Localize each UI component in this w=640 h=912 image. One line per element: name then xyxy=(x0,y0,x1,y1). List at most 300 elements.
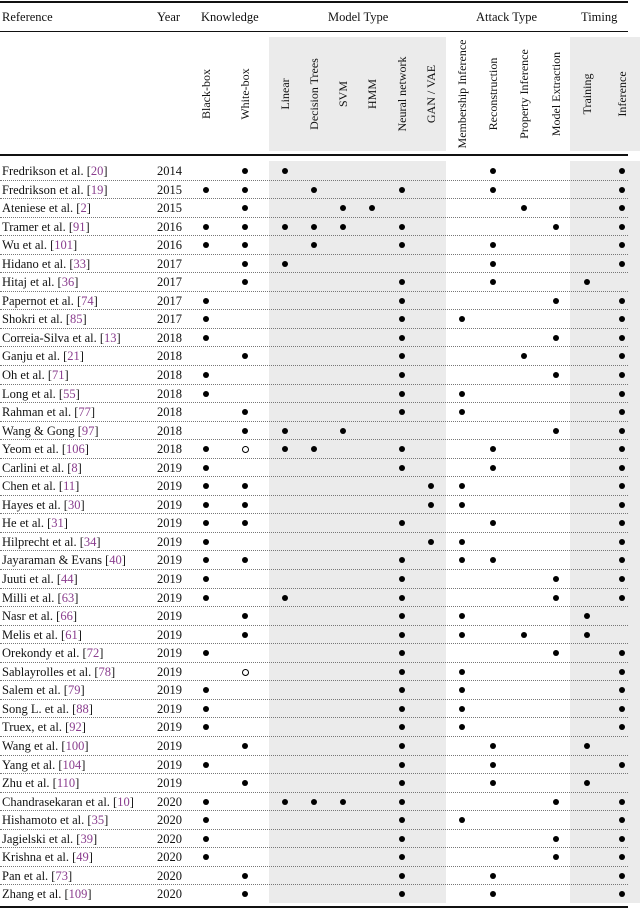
reference-cell xyxy=(2,794,134,810)
citation-link[interactable]: 78 xyxy=(98,664,111,679)
citation-link[interactable]: 63 xyxy=(61,590,75,605)
filled-circle-icon xyxy=(399,557,405,563)
filled-circle-icon xyxy=(553,595,559,601)
filled-circle-icon xyxy=(399,854,405,860)
group-header-reference: Reference xyxy=(2,10,53,24)
citation-bracket: ] xyxy=(77,627,82,642)
filled-circle-icon xyxy=(619,539,625,545)
author-text: Chen et al. [ xyxy=(2,479,64,494)
filled-circle-icon xyxy=(619,242,625,248)
author-text: Hidano et al. [ xyxy=(2,256,74,271)
table-row xyxy=(0,218,640,237)
filled-circle-icon xyxy=(399,316,405,322)
filled-circle-icon xyxy=(203,595,209,601)
table-row xyxy=(0,459,640,478)
filled-circle-icon xyxy=(399,780,405,786)
filled-circle-icon xyxy=(242,632,248,638)
citation-link[interactable]: 55 xyxy=(63,386,76,401)
column-header-label: Reconstruction xyxy=(486,57,500,131)
filled-circle-icon xyxy=(399,520,405,526)
filled-circle-icon xyxy=(203,465,209,471)
reference-cell xyxy=(2,664,115,680)
group-header-knowledge: Knowledge xyxy=(201,10,259,24)
filled-circle-icon xyxy=(242,613,248,619)
author-text: Hitaj et al. [ xyxy=(2,275,62,290)
year-cell: 2018 xyxy=(157,330,182,345)
citation-bracket: ] xyxy=(73,572,78,587)
year-cell: 2018 xyxy=(157,442,182,457)
citation-link[interactable]: 79 xyxy=(67,683,81,698)
citation-link[interactable]: 33 xyxy=(73,256,87,271)
column-header-label: Property Inference xyxy=(517,49,531,139)
group-header-year: Year xyxy=(157,10,181,24)
filled-circle-icon xyxy=(619,224,625,230)
filled-circle-icon xyxy=(399,817,405,823)
filled-circle-icon xyxy=(619,669,625,675)
author-text: Ateniese et al. [ xyxy=(2,201,81,216)
citation-bracket: ] xyxy=(93,293,98,308)
table-row xyxy=(0,366,640,385)
year-cell: 2020 xyxy=(157,794,182,809)
author-text: Salem et al. [ xyxy=(2,683,68,698)
citation-link[interactable]: 8 xyxy=(71,460,78,475)
filled-circle-icon xyxy=(399,836,405,842)
reference-cell xyxy=(2,868,72,884)
filled-circle-icon xyxy=(490,446,496,452)
author-text: Carlini et al. [ xyxy=(2,460,72,475)
filled-circle-icon xyxy=(203,539,209,545)
filled-circle-icon xyxy=(459,316,465,322)
table-row xyxy=(0,403,640,422)
citation-bracket: ] xyxy=(90,405,96,420)
citation-link[interactable]: 110 xyxy=(56,776,76,791)
column-header-reconstruction xyxy=(485,38,501,150)
reference-cell xyxy=(2,367,69,383)
citation-bracket: ] xyxy=(88,701,93,716)
citation-link[interactable]: 20 xyxy=(90,164,104,178)
citation-link[interactable]: 36 xyxy=(61,275,75,290)
year-cell: 2018 xyxy=(157,423,182,438)
table-row xyxy=(0,310,640,329)
author-text: Nasr et al. [ xyxy=(2,609,61,624)
filled-circle-icon xyxy=(242,279,248,285)
filled-circle-icon xyxy=(619,316,625,322)
citation-link[interactable]: 74 xyxy=(81,293,94,308)
reference-cell xyxy=(2,552,126,568)
column-header-label: Membership Inference xyxy=(455,39,469,149)
citation-link[interactable]: 35 xyxy=(91,813,105,828)
filled-circle-icon xyxy=(282,224,288,230)
year-cell: 2017 xyxy=(157,256,182,271)
column-header-inference xyxy=(614,38,630,150)
filled-circle-icon xyxy=(553,335,559,341)
column-header-gan-vae xyxy=(423,38,439,150)
citation-bracket: ] xyxy=(82,312,87,327)
citation-bracket: ] xyxy=(79,349,84,364)
filled-circle-icon xyxy=(521,353,527,359)
citation-link[interactable]: 72 xyxy=(86,646,100,661)
column-header-label: GAN / VAE xyxy=(424,64,438,124)
filled-circle-icon xyxy=(459,669,465,675)
filled-circle-icon xyxy=(490,873,496,879)
citation-link[interactable]: 85 xyxy=(70,312,83,327)
reference-cell xyxy=(2,515,68,531)
author-text: Yang et al. [ xyxy=(2,757,63,772)
filled-circle-icon xyxy=(619,335,625,341)
reference-cell xyxy=(2,404,95,420)
year-cell: 2019 xyxy=(157,683,182,698)
filled-circle-icon xyxy=(242,428,248,434)
author-text: Jagielski et al. [ xyxy=(2,831,81,846)
filled-circle-icon xyxy=(459,483,465,489)
author-text: Krishna et al. [ xyxy=(2,850,77,865)
column-header-property-inference xyxy=(516,38,532,150)
citation-link[interactable]: 71 xyxy=(51,368,65,383)
filled-circle-icon xyxy=(619,520,625,526)
header-bottom-rule xyxy=(0,154,628,156)
filled-circle-icon xyxy=(521,205,527,211)
filled-circle-icon xyxy=(282,261,288,267)
year-cell: 2019 xyxy=(157,590,182,605)
filled-circle-icon xyxy=(242,242,248,248)
filled-circle-icon xyxy=(428,483,434,489)
filled-circle-icon xyxy=(242,353,248,359)
filled-circle-icon xyxy=(619,706,625,712)
citation-bracket: ] xyxy=(129,794,134,809)
citation-bracket: ] xyxy=(84,442,89,457)
reference-cell xyxy=(2,348,84,364)
table-row xyxy=(0,551,640,570)
filled-circle-icon xyxy=(242,557,248,563)
table-row xyxy=(0,292,640,311)
filled-circle-icon xyxy=(203,224,209,230)
citation-link[interactable]: 101 xyxy=(54,238,74,253)
filled-circle-icon xyxy=(490,520,496,526)
filled-circle-icon xyxy=(459,502,465,508)
author-text: Sablayrolles et al. [ xyxy=(2,664,99,679)
citation-bracket: ] xyxy=(85,219,90,234)
author-text: Chandrasekaran et al. [ xyxy=(2,794,118,809)
filled-circle-icon xyxy=(490,168,496,174)
citation-link[interactable]: 19 xyxy=(90,182,104,197)
citation-bracket: ] xyxy=(80,683,85,698)
year-cell: 2018 xyxy=(157,386,182,401)
filled-circle-icon xyxy=(399,762,405,768)
reference-cell xyxy=(2,256,90,272)
citation-bracket: ] xyxy=(86,201,91,216)
filled-circle-icon xyxy=(490,242,496,248)
filled-circle-icon xyxy=(553,836,559,842)
filled-circle-icon xyxy=(282,446,288,452)
group-header-model-type: Model Type xyxy=(328,10,389,24)
author-text: Zhu et al. [ xyxy=(2,776,57,791)
reference-cell xyxy=(2,237,77,253)
filled-circle-icon xyxy=(619,187,625,193)
filled-circle-icon xyxy=(203,335,209,341)
author-text: Wu et al. [ xyxy=(2,238,55,253)
filled-circle-icon xyxy=(619,428,625,434)
citation-link[interactable]: 109 xyxy=(68,887,88,902)
column-header-black-box xyxy=(198,38,214,150)
filled-circle-icon xyxy=(619,409,625,415)
filled-circle-icon xyxy=(490,762,496,768)
year-cell: 2015 xyxy=(157,201,182,216)
table-row xyxy=(0,162,640,181)
column-header-label: Linear xyxy=(278,78,292,110)
citation-link[interactable]: 92 xyxy=(69,720,82,735)
citation-link[interactable]: 13 xyxy=(104,330,117,345)
reference-cell xyxy=(2,534,101,550)
citation-bracket: ] xyxy=(92,831,98,846)
bottom-rule xyxy=(0,906,628,908)
filled-circle-icon xyxy=(619,576,625,582)
filled-circle-icon xyxy=(399,669,405,675)
column-header-label: Model Extraction xyxy=(549,51,563,137)
citation-bracket: ] xyxy=(94,423,99,438)
table-row xyxy=(0,273,640,292)
filled-circle-icon xyxy=(203,372,209,378)
year-cell: 2019 xyxy=(157,497,182,512)
year-cell: 2020 xyxy=(157,887,182,902)
filled-circle-icon xyxy=(242,205,248,211)
filled-circle-icon xyxy=(242,780,248,786)
filled-circle-icon xyxy=(459,687,465,693)
filled-circle-icon xyxy=(399,891,405,897)
citation-bracket: ] xyxy=(75,776,80,791)
filled-circle-icon xyxy=(490,261,496,267)
reference-cell xyxy=(2,701,93,717)
year-cell: 2019 xyxy=(157,553,182,568)
filled-circle-icon xyxy=(311,446,317,452)
citation-link[interactable]: 31 xyxy=(51,516,64,531)
table-row xyxy=(0,514,640,533)
citation-bracket: ] xyxy=(64,368,69,383)
table-row xyxy=(0,811,640,830)
filled-circle-icon xyxy=(242,743,248,749)
table-row xyxy=(0,236,640,255)
filled-circle-icon xyxy=(203,391,209,397)
filled-circle-icon xyxy=(619,891,625,897)
citation-link[interactable]: 97 xyxy=(81,423,95,438)
author-text: Yeom et al. [ xyxy=(2,442,67,457)
citation-link[interactable]: 61 xyxy=(65,627,78,642)
reference-cell xyxy=(2,886,92,902)
filled-circle-icon xyxy=(242,873,248,879)
author-text: Melis et al. [ xyxy=(2,627,66,642)
citation-link[interactable]: 44 xyxy=(61,572,74,587)
column-header-label: Neural network xyxy=(395,56,409,132)
reference-cell xyxy=(2,831,97,847)
year-cell: 2019 xyxy=(157,516,182,531)
filled-circle-icon xyxy=(203,836,209,842)
citation-bracket: ] xyxy=(86,256,91,271)
filled-circle-icon xyxy=(459,613,465,619)
filled-circle-icon xyxy=(282,799,288,805)
author-text: Wang & Gong [ xyxy=(2,423,82,438)
citation-link[interactable]: 39 xyxy=(80,831,93,846)
citation-bracket: ] xyxy=(99,646,104,661)
citation-link[interactable]: 104 xyxy=(62,757,82,772)
year-cell: 2015 xyxy=(157,182,182,197)
citation-bracket: ] xyxy=(77,460,82,475)
filled-circle-icon xyxy=(242,187,248,193)
table-row xyxy=(0,718,640,737)
table-row xyxy=(0,385,640,404)
citation-bracket: ] xyxy=(116,330,121,345)
citation-link[interactable]: 100 xyxy=(65,738,85,753)
author-text: Rahman et al. [ xyxy=(2,405,79,420)
filled-circle-icon xyxy=(619,650,625,656)
reference-cell xyxy=(2,497,85,513)
year-cell: 2019 xyxy=(157,479,182,494)
filled-circle-icon xyxy=(311,242,317,248)
citation-link[interactable]: 21 xyxy=(67,349,80,364)
citation-bracket: ] xyxy=(111,664,116,679)
filled-circle-icon xyxy=(203,483,209,489)
column-header-label: Decision Trees xyxy=(307,58,321,130)
table-row xyxy=(0,663,640,682)
citation-bracket: ] xyxy=(96,534,101,549)
filled-circle-icon xyxy=(242,520,248,526)
filled-circle-icon xyxy=(619,465,625,471)
citation-link[interactable]: 49 xyxy=(76,850,89,865)
table-row xyxy=(0,570,640,589)
column-header-label: Training xyxy=(580,73,594,115)
year-cell: 2018 xyxy=(157,405,182,420)
citation-link[interactable]: 10 xyxy=(117,794,130,809)
table-row xyxy=(0,496,640,515)
author-text: He et al. [ xyxy=(2,516,52,531)
table-row xyxy=(0,589,640,608)
filled-circle-icon xyxy=(242,502,248,508)
filled-circle-icon xyxy=(619,817,625,823)
filled-circle-icon xyxy=(490,891,496,897)
filled-circle-icon xyxy=(619,762,625,768)
year-cell: 2016 xyxy=(157,219,182,234)
table-row xyxy=(0,477,640,496)
column-header-label: Inference xyxy=(615,71,629,117)
reference-cell xyxy=(2,849,93,865)
citation-bracket: ] xyxy=(88,850,93,865)
year-cell: 2019 xyxy=(157,701,182,716)
filled-circle-icon xyxy=(619,724,625,730)
citation-bracket: ] xyxy=(73,238,78,253)
citation-link[interactable]: 106 xyxy=(66,442,85,457)
filled-circle-icon xyxy=(311,224,317,230)
citation-link[interactable]: 11 xyxy=(63,479,76,494)
filled-circle-icon xyxy=(203,650,209,656)
column-header-label: SVM xyxy=(336,80,350,108)
citation-bracket: ] xyxy=(75,479,80,494)
filled-circle-icon xyxy=(242,261,248,267)
year-cell: 2014 xyxy=(157,164,182,178)
citation-link[interactable]: 73 xyxy=(55,868,68,883)
year-cell: 2019 xyxy=(157,572,182,587)
column-header-label: HMM xyxy=(365,78,379,110)
citation-link[interactable]: 2 xyxy=(80,201,87,216)
filled-circle-icon xyxy=(619,446,625,452)
filled-circle-icon xyxy=(203,576,209,582)
filled-circle-icon xyxy=(311,187,317,193)
citation-link[interactable]: 40 xyxy=(109,553,122,568)
reference-cell xyxy=(2,627,82,643)
filled-circle-icon xyxy=(399,743,405,749)
year-cell: 2019 xyxy=(157,664,182,679)
reference-cell xyxy=(2,719,86,735)
filled-circle-icon xyxy=(619,298,625,304)
column-header-decision-trees xyxy=(306,38,322,150)
citation-bracket: ] xyxy=(80,497,85,512)
reference-cell xyxy=(2,274,78,290)
reference-cell xyxy=(2,219,90,235)
filled-circle-icon xyxy=(619,391,625,397)
filled-circle-icon xyxy=(459,632,465,638)
filled-circle-icon xyxy=(553,298,559,304)
author-text: Correia-Silva et al. [ xyxy=(2,330,105,345)
filled-circle-icon xyxy=(340,428,346,434)
reference-cell xyxy=(2,590,78,606)
filled-circle-icon xyxy=(282,428,288,434)
citation-link[interactable]: 30 xyxy=(67,497,81,512)
column-header-label: White-box xyxy=(238,68,252,120)
reference-cell xyxy=(2,441,89,457)
citation-link[interactable]: 66 xyxy=(60,609,73,624)
citation-bracket: ] xyxy=(104,813,109,828)
year-cell: 2020 xyxy=(157,850,182,865)
model-type-header-band xyxy=(269,37,446,151)
filled-circle-icon xyxy=(584,613,590,619)
filled-circle-icon xyxy=(399,409,405,415)
table-body xyxy=(0,162,640,904)
filled-circle-icon xyxy=(399,650,405,656)
group-header-attack-type: Attack Type xyxy=(476,10,538,24)
author-text: Hishamoto et al. [ xyxy=(2,813,92,828)
filled-circle-icon xyxy=(459,557,465,563)
filled-circle-icon xyxy=(399,298,405,304)
year-cell: 2019 xyxy=(157,627,182,642)
reference-cell xyxy=(2,571,78,587)
filled-circle-icon xyxy=(203,298,209,304)
table-row xyxy=(0,199,640,218)
filled-circle-icon xyxy=(203,316,209,322)
author-text: Juuti et al. [ xyxy=(2,572,62,587)
filled-circle-icon xyxy=(619,353,625,359)
filled-circle-icon xyxy=(619,799,625,805)
filled-circle-icon xyxy=(584,632,590,638)
author-text: Hayes et al. [ xyxy=(2,497,68,512)
column-header-hmm xyxy=(364,38,380,150)
citation-link[interactable]: 77 xyxy=(78,405,91,420)
filled-circle-icon xyxy=(619,168,625,174)
filled-circle-icon xyxy=(203,687,209,693)
year-cell: 2019 xyxy=(157,609,182,624)
citation-link[interactable]: 91 xyxy=(73,219,86,234)
citation-link[interactable]: 34 xyxy=(83,534,97,549)
reference-cell xyxy=(2,682,85,698)
filled-circle-icon xyxy=(619,836,625,842)
filled-circle-icon xyxy=(203,854,209,860)
year-cell: 2019 xyxy=(157,776,182,791)
year-cell: 2019 xyxy=(157,646,182,661)
filled-circle-icon xyxy=(459,706,465,712)
filled-circle-icon xyxy=(242,483,248,489)
citation-bracket: ] xyxy=(74,590,79,605)
author-text: Wang et al. [ xyxy=(2,738,66,753)
citation-link[interactable]: 88 xyxy=(76,701,89,716)
filled-circle-icon xyxy=(619,557,625,563)
table-row xyxy=(0,533,640,552)
filled-circle-icon xyxy=(399,632,405,638)
